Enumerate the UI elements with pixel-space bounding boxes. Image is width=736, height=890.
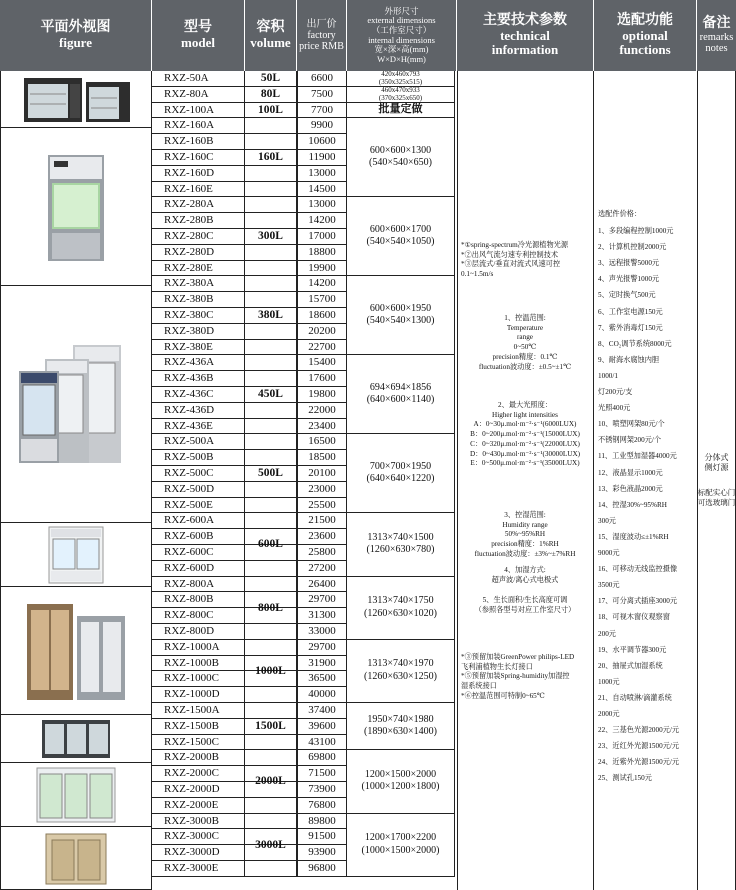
external-dimension: 1200×1700×2200 (364, 832, 437, 844)
price-cell: 23400 (297, 419, 347, 435)
volume-cell: 2000L (245, 750, 297, 813)
model-cell: RXZ-280D (152, 245, 245, 260)
tech-line: *②出风气流匀速专利控制技术 (461, 250, 559, 259)
figure-small-cabinets (0, 71, 152, 128)
price-cell: 17000 (297, 229, 347, 245)
optional-item: 19、水平调节器300元 (598, 645, 667, 654)
walkin-glass-image (31, 766, 121, 824)
volume-cell: 50L (245, 71, 297, 87)
internal-dimension: (540×540×1050) (366, 236, 435, 248)
price-cell: 6600 (297, 71, 347, 87)
dimension-cell (347, 197, 455, 276)
price-cell: 15700 (297, 292, 347, 308)
optional-item: 8、CO₂调节系统8000元 (598, 339, 672, 348)
price-cell: 7700 (297, 103, 347, 119)
model-cell: RXZ-280E (152, 261, 245, 276)
price-cell: 15400 (297, 355, 347, 371)
price-cell: 23600 (297, 529, 347, 545)
tech-line: A：0~30μ.mol·m⁻²·s⁻¹(6000LUX) (473, 420, 577, 429)
price-cell: 71500 (297, 766, 347, 782)
volume-cell: 600L (245, 513, 297, 576)
internal-dimension: (640×640×1220) (366, 473, 435, 485)
model-cell: RXZ-2000B (152, 750, 245, 765)
dimension-cell (347, 640, 455, 703)
tech-line: range (517, 333, 533, 342)
tech-line: fluctuation波动度：±3%~±7%RH (474, 549, 576, 558)
optional-item: 1、多段编程控制1000元 (598, 227, 674, 235)
model-cell: RXZ-160C (152, 150, 245, 165)
internal-dimension: (1890×630×1400) (364, 726, 437, 738)
tech-line: 0.1~1.5m/s (461, 270, 494, 279)
optional-item: 9000元 (598, 549, 620, 557)
triple-door-image (36, 718, 116, 760)
dimension-cell (347, 276, 455, 355)
double-door-image (41, 525, 111, 585)
model-cell: RXZ-1500A (152, 703, 245, 718)
price-cell: 29700 (297, 592, 347, 608)
internal-dimension: (1260×630×780) (366, 544, 435, 556)
volume-cell: 300L (245, 197, 297, 276)
model-cell: RXZ-160E (152, 182, 245, 197)
price-cell: 31300 (297, 608, 347, 624)
price-cell: 13000 (297, 166, 347, 182)
tech-line: 湿系统接口 (461, 682, 497, 691)
optional-item: 2000元 (598, 710, 620, 718)
model-cell: RXZ-3000B (152, 814, 245, 829)
tech-line: 飞利浦植物生长灯接口 (461, 662, 533, 671)
optional-item: 20、抽屉式加湿系统 (598, 661, 663, 670)
price-cell: 31900 (297, 656, 347, 672)
large-chamber-image (21, 596, 131, 706)
price-cell: 13000 (297, 197, 347, 213)
price-cell: 89800 (297, 814, 347, 830)
optional-item: 光照400元 (598, 404, 631, 413)
optional-item: 3、远程报警5000元 (598, 259, 660, 268)
model-cell: RXZ-600C (152, 545, 245, 560)
optional-item: 9、耐海水腐蚀内胆 (598, 355, 660, 364)
price-cell: 73900 (297, 782, 347, 798)
tech-line: Humidity range (502, 520, 548, 529)
header-remarks: 备注 remarks notes (697, 0, 736, 71)
tech-humidity (461, 511, 589, 560)
optional-item: 23、近红外光源1500元/元 (598, 742, 680, 751)
figure-160-280 (0, 128, 152, 286)
price-cell: 9900 (297, 118, 347, 134)
price-cell: 43100 (297, 735, 347, 751)
tech-temperature (461, 314, 589, 372)
model-cell: RXZ-1000C (152, 671, 245, 686)
model-cell: RXZ-160D (152, 166, 245, 181)
volume-cell: 800L (245, 577, 297, 640)
price-cell: 36500 (297, 671, 347, 687)
price-cell: 37400 (297, 703, 347, 719)
figure-380-500 (0, 286, 152, 523)
dimension-cell (347, 703, 455, 750)
model-cell: RXZ-500B (152, 450, 245, 465)
tech-line: 5、生长面积/生长高度可调 (482, 596, 568, 604)
model-cell: RXZ-436E (152, 419, 245, 434)
tech-line: *⑥控温范围可特制0~65℃ (461, 691, 545, 700)
optional-item: 16、可移动无线监控摄像 (598, 565, 678, 574)
price-cell: 91500 (297, 829, 347, 845)
model-cell: RXZ-280C (152, 229, 245, 244)
volume-cell: 3000L (245, 814, 297, 877)
tech-line: 超声波/离心式电极式 (491, 575, 559, 584)
optional-item: 21、自动喷淋/滴灌系统 (598, 693, 672, 702)
external-dimension: 694×694×1856 (369, 381, 432, 393)
external-dimension: 600×600×1700 (369, 223, 432, 235)
model-cell: RXZ-800B (152, 592, 245, 607)
dimension-cell (347, 87, 455, 103)
model-cell: RXZ-2000C (152, 766, 245, 781)
optional-item: 12、液晶显示1000元 (598, 468, 663, 477)
price-cell: 17600 (297, 371, 347, 387)
volume-cell: 380L (245, 276, 297, 355)
dimension-cell (347, 103, 455, 119)
header-model: 型号 model (152, 0, 245, 71)
optional-item: 17、可分离式插座3000元 (598, 597, 678, 606)
volume-cell: 80L (245, 87, 297, 103)
tech-line: precision精度：1%RH (491, 540, 559, 549)
tech-line: B：0~200μ.mol·m⁻²·s⁻¹(15000LUX) (470, 430, 580, 439)
optional-item: 灯200元/支 (598, 388, 633, 396)
tech-line: 3、控湿范围: (504, 511, 546, 519)
tech-light (461, 401, 589, 469)
optional-item: 300元 (598, 516, 616, 525)
optional-item: 15、湿度波动≤±1%RH (598, 532, 669, 541)
model-cell: RXZ-500E (152, 498, 245, 513)
model-cell: RXZ-100A (152, 103, 245, 118)
external-dimension: 600×600×1300 (369, 144, 432, 156)
internal-dimension: (1000×1500×2000) (361, 844, 440, 856)
tech-line: Temperature (506, 323, 544, 332)
optional-item: 25、测试孔150元 (598, 774, 652, 783)
external-dimension: 批量定做 (378, 103, 423, 116)
model-cell: RXZ-380D (152, 324, 245, 339)
remark-solid-door: 标配实心门 (697, 488, 736, 497)
model-cell: RXZ-80A (152, 87, 245, 102)
price-cell: 69800 (297, 750, 347, 766)
volume-cell: 1000L (245, 640, 297, 703)
tech-line: *③层流式/垂直对流式风速可控 (461, 260, 561, 269)
header-technical: 主要技术参数 technical information (457, 0, 594, 71)
price-cell: 11900 (297, 150, 347, 166)
optional-item: 2、计算机控制2000元 (598, 243, 667, 252)
price-cell: 14200 (297, 276, 347, 292)
external-dimension: 1313×740×1500 (367, 531, 434, 543)
model-cell: RXZ-436A (152, 355, 245, 370)
model-cell: RXZ-500A (152, 434, 245, 449)
optional-item: 1000元 (598, 677, 620, 686)
external-dimension: 600×600×1950 (369, 302, 432, 314)
internal-dimension: (350x325x515) (378, 78, 423, 87)
model-cell: RXZ-50A (152, 71, 245, 86)
dimension-cell (347, 814, 455, 877)
optional-title: 选配件价格： (598, 210, 642, 218)
tech-line: 1、控温范围: (504, 314, 546, 322)
model-cell: RXZ-1000A (152, 640, 245, 655)
model-cell: RXZ-380E (152, 340, 245, 355)
model-cell: RXZ-380C (152, 308, 245, 323)
model-cell: RXZ-600D (152, 561, 245, 576)
model-cell: RXZ-436C (152, 387, 245, 402)
cabinet-pair-image (16, 74, 136, 124)
model-cell: RXZ-280B (152, 213, 245, 228)
price-cell: 20200 (297, 324, 347, 340)
volume-cell: 500L (245, 434, 297, 513)
price-cell: 96800 (297, 861, 347, 877)
model-cell: RXZ-600A (152, 513, 245, 528)
header-dimensions: 外形尺寸 external dimensions （工作室尺寸） internal dimensions 宽×深×高(mm) W×D×H(mm) (347, 0, 457, 71)
tech-line: D：0~430μ.mol·m⁻²·s⁻¹(30000LUX) (469, 449, 581, 458)
figure-1500 (0, 715, 152, 763)
dimension-cell (347, 750, 455, 813)
model-cell: RXZ-436D (152, 403, 245, 418)
incubator-group-image (11, 339, 141, 469)
model-cell: RXZ-800D (152, 624, 245, 639)
optional-item: 18、可视木窗仪观察窗 (598, 613, 670, 622)
remark-split: 分体式 (704, 453, 729, 462)
optional-item: 不锈钢网架200元/个 (598, 436, 662, 445)
price-cell: 22000 (297, 403, 347, 419)
price-cell: 27200 (297, 561, 347, 577)
header-price: 出厂价 factory price RMB (297, 0, 347, 71)
tech-line: Higher light intensities (492, 410, 558, 419)
remark-side-light: 侧灯源 (704, 463, 729, 472)
model-cell: RXZ-280A (152, 197, 245, 212)
tech-features (461, 241, 589, 280)
technical-info (457, 71, 592, 890)
external-dimension: 1313×740×1970 (367, 658, 434, 670)
price-cell: 18500 (297, 450, 347, 466)
model-cell: RXZ-1000B (152, 656, 245, 671)
price-cell: 14500 (297, 182, 347, 198)
figure-800-1000 (0, 587, 152, 715)
optional-item: 1000/1 (598, 371, 618, 380)
price-cell: 7500 (297, 87, 347, 103)
volume-cell: 160L (245, 118, 297, 197)
tech-extras (461, 653, 589, 702)
price-cell: 26400 (297, 577, 347, 593)
optional-item: 200元 (598, 629, 616, 638)
external-dimension: 1950×740×1980 (367, 713, 434, 725)
remarks (697, 71, 736, 890)
tech-line: 4、加湿方式: (504, 566, 546, 574)
header-volume: 容积 volume (245, 0, 297, 71)
optional-item: 13、彩色液晶2000元 (598, 484, 663, 493)
dimension-cell (347, 577, 455, 640)
external-dimension: 1313×740×1750 (367, 595, 434, 607)
price-cell: 76800 (297, 798, 347, 814)
tech-line: （参照各型号对应工作室尺寸） (474, 605, 576, 614)
remark-glass-door: 可选玻璃门 (697, 498, 736, 507)
price-cell: 18800 (297, 245, 347, 261)
model-cell: RXZ-3000E (152, 861, 245, 876)
optional-item: 6、工作室电源150元 (598, 307, 663, 316)
tech-line: *①spring-spectrum冷光源植物光源 (461, 241, 569, 249)
model-cell: RXZ-500C (152, 466, 245, 481)
tech-line: precision精度：0.1℃ (492, 352, 558, 361)
volume-cell: 1500L (245, 703, 297, 750)
tech-line: 2、最大光照度： (498, 401, 552, 409)
price-cell: 25800 (297, 545, 347, 561)
price-cell: 19900 (297, 261, 347, 277)
dimension-cell (347, 513, 455, 576)
figure-2000 (0, 763, 152, 827)
tech-line: *③预留加装GreenPower philips-LED (461, 653, 575, 661)
optional-item: 24、近紫外光源1500元/元 (598, 758, 680, 767)
price-cell: 40000 (297, 687, 347, 703)
tech-line: C：0~320μ.mol·m⁻²·s⁻¹(22000LUX) (470, 439, 580, 448)
optional-item: 10、喷塑网架80元/个 (598, 420, 665, 429)
dimension-cell (347, 118, 455, 197)
tech-line: *⑤预留加装Spring-humidity加湿控 (461, 672, 570, 681)
optional-item: 14、控湿30%~95%RH (598, 500, 667, 509)
price-cell: 10600 (297, 134, 347, 150)
price-cell: 20100 (297, 466, 347, 482)
model-cell: RXZ-600B (152, 529, 245, 544)
tech-line: fluctuation波动度：±0.5~±1℃ (478, 362, 572, 371)
dimension-cell (347, 434, 455, 513)
model-cell: RXZ-1500B (152, 719, 245, 734)
model-cell: RXZ-380B (152, 292, 245, 307)
internal-dimension: (640×600×1140) (366, 394, 435, 406)
model-cell: RXZ-436B (152, 371, 245, 386)
dimension-cell (347, 71, 455, 87)
internal-dimension: (370x325x650) (378, 94, 423, 103)
price-cell: 18600 (297, 308, 347, 324)
price-cell: 21500 (297, 513, 347, 529)
figure-3000 (0, 827, 152, 890)
internal-dimension: (1260×630×1020) (364, 607, 437, 619)
model-cell: RXZ-800A (152, 577, 245, 592)
volume-cell: 100L (245, 103, 297, 119)
external-dimension: 460x470x933 (381, 86, 420, 95)
volume-cell: 450L (245, 355, 297, 434)
tech-humidify (461, 566, 589, 585)
dimension-cell (347, 355, 455, 434)
external-dimension: 700×700×1950 (369, 460, 432, 472)
price-cell: 19800 (297, 387, 347, 403)
optional-item: 11、工业型加湿器4000元 (598, 452, 677, 461)
price-cell: 25500 (297, 498, 347, 514)
tech-line: 50%~95%RH (504, 530, 546, 539)
model-cell: RXZ-1000D (152, 687, 245, 702)
price-cell: 23000 (297, 482, 347, 498)
tech-line: E：0~500μ.mol·m⁻²·s⁻¹(35000LUX) (470, 459, 580, 468)
internal-dimension: (540×540×1300) (366, 315, 435, 327)
external-dimension: 1200×1500×2000 (364, 768, 437, 780)
model-cell: RXZ-160B (152, 134, 245, 149)
model-cell: RXZ-380A (152, 276, 245, 291)
price-cell: 16500 (297, 434, 347, 450)
price-cell: 29700 (297, 640, 347, 656)
internal-dimension: (540×540×650) (369, 157, 432, 169)
price-cell: 33000 (297, 624, 347, 640)
walkin-room-image (36, 830, 116, 886)
internal-dimension: (1260×630×1250) (364, 670, 437, 682)
external-dimension: 420x460x793 (381, 70, 420, 79)
model-cell: RXZ-3000D (152, 845, 245, 860)
model-cell: RXZ-3000C (152, 829, 245, 844)
model-cell: RXZ-2000D (152, 782, 245, 797)
optional-item: 5、定时换气500元 (598, 291, 656, 300)
model-cell: RXZ-2000E (152, 798, 245, 813)
model-cell: RXZ-1500C (152, 735, 245, 750)
optional-item: 22、三基色光源2000元/元 (598, 726, 680, 735)
internal-dimension: (1000×1200×1800) (361, 781, 440, 793)
tech-line: 0~50℃ (513, 343, 537, 352)
price-cell: 93900 (297, 845, 347, 861)
model-cell: RXZ-160A (152, 118, 245, 133)
optional-functions (594, 71, 696, 890)
optional-item: 4、声光报警1000元 (598, 275, 660, 284)
header-optional: 选配功能 optional functions (594, 0, 697, 71)
figure-600 (0, 523, 152, 587)
incubator-image (26, 147, 126, 267)
optional-item: 7、紫外消毒灯150元 (598, 323, 663, 332)
tech-area (461, 596, 589, 615)
price-cell: 14200 (297, 213, 347, 229)
price-cell: 22700 (297, 340, 347, 356)
model-cell: RXZ-800C (152, 608, 245, 623)
model-cell: RXZ-500D (152, 482, 245, 497)
optional-item: 3500元 (598, 581, 620, 590)
price-cell: 39600 (297, 719, 347, 735)
header-figure: 平面外视图 figure (0, 0, 152, 71)
